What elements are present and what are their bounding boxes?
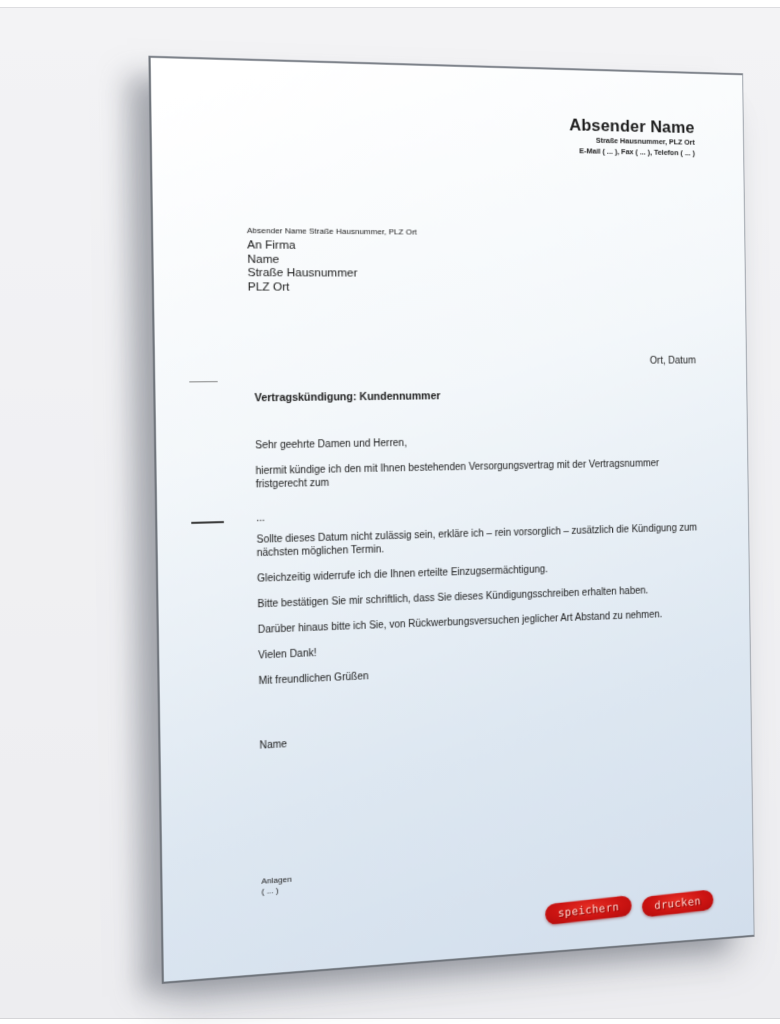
salutation: Sehr geehrte Damen und Herren, <box>255 437 407 452</box>
closing-line: Mit freundlichen Grüßen <box>258 671 369 688</box>
fold-mark-top <box>189 381 217 382</box>
subject-line: Vertragskündigung: Kundennummer <box>254 390 441 405</box>
recipient-line: An Firma <box>247 239 296 252</box>
thanks-line: Vielen Dank! <box>258 647 317 662</box>
letter-body <box>254 388 702 701</box>
sender-address: Straße Hausnummer, PLZ Ort <box>595 135 695 147</box>
enclosures <box>261 875 292 898</box>
enclosures-label: Anlagen <box>261 874 292 886</box>
letter-document <box>148 56 754 984</box>
return-address-line: Absender Name Straße Hausnummer, PLZ Ort <box>246 225 417 237</box>
recipient-line: Straße Hausnummer <box>247 266 358 280</box>
signature-name: Name <box>259 739 288 752</box>
paragraph-placeholder: ... <box>256 512 265 525</box>
paragraph: Gleichzeitig widerrufe ich die Ihnen erteilte Einzugsermächtigung. <box>257 564 548 585</box>
print-button[interactable]: drucken <box>642 889 714 917</box>
paragraph: hiermit kündige ich den mit Ihnen bestehenden Versorgungsvertrag mit der Vertragsnummer fristgerecht zum <box>255 458 660 491</box>
recipient-line: PLZ Ort <box>247 280 290 294</box>
paragraph: Bitte bestätigen Sie mir schriftlich, dass Sie dieses Kündigungsschreiben erhalten haben. <box>257 585 649 611</box>
paragraph: Sollte dieses Datum nicht zulässig sein, erkläre ich – rein vorsorglich – zusätzlich die Kündigung zum nächsten möglichen Termin. <box>256 522 698 560</box>
recipient-address <box>247 239 358 295</box>
action-buttons <box>545 891 713 924</box>
sender-contact: E-Mail ( ... ), Fax ( ... ), Telefon ( ... ) <box>579 146 695 158</box>
sender-name: Absender Name <box>569 115 695 137</box>
page-background <box>0 7 780 1019</box>
save-button[interactable]: speichern <box>545 895 632 925</box>
paragraph: Darüber hinaus bitte ich Sie, von Rückwerbungsversuchen jeglicher Art Abstand zu nehmen. <box>257 609 663 636</box>
fold-mark-middle <box>191 521 224 524</box>
letterhead <box>569 116 695 159</box>
enclosures-value: ( ... ) <box>261 885 279 897</box>
recipient-line: Name <box>247 253 280 266</box>
date-line: Ort, Datum <box>649 355 696 367</box>
